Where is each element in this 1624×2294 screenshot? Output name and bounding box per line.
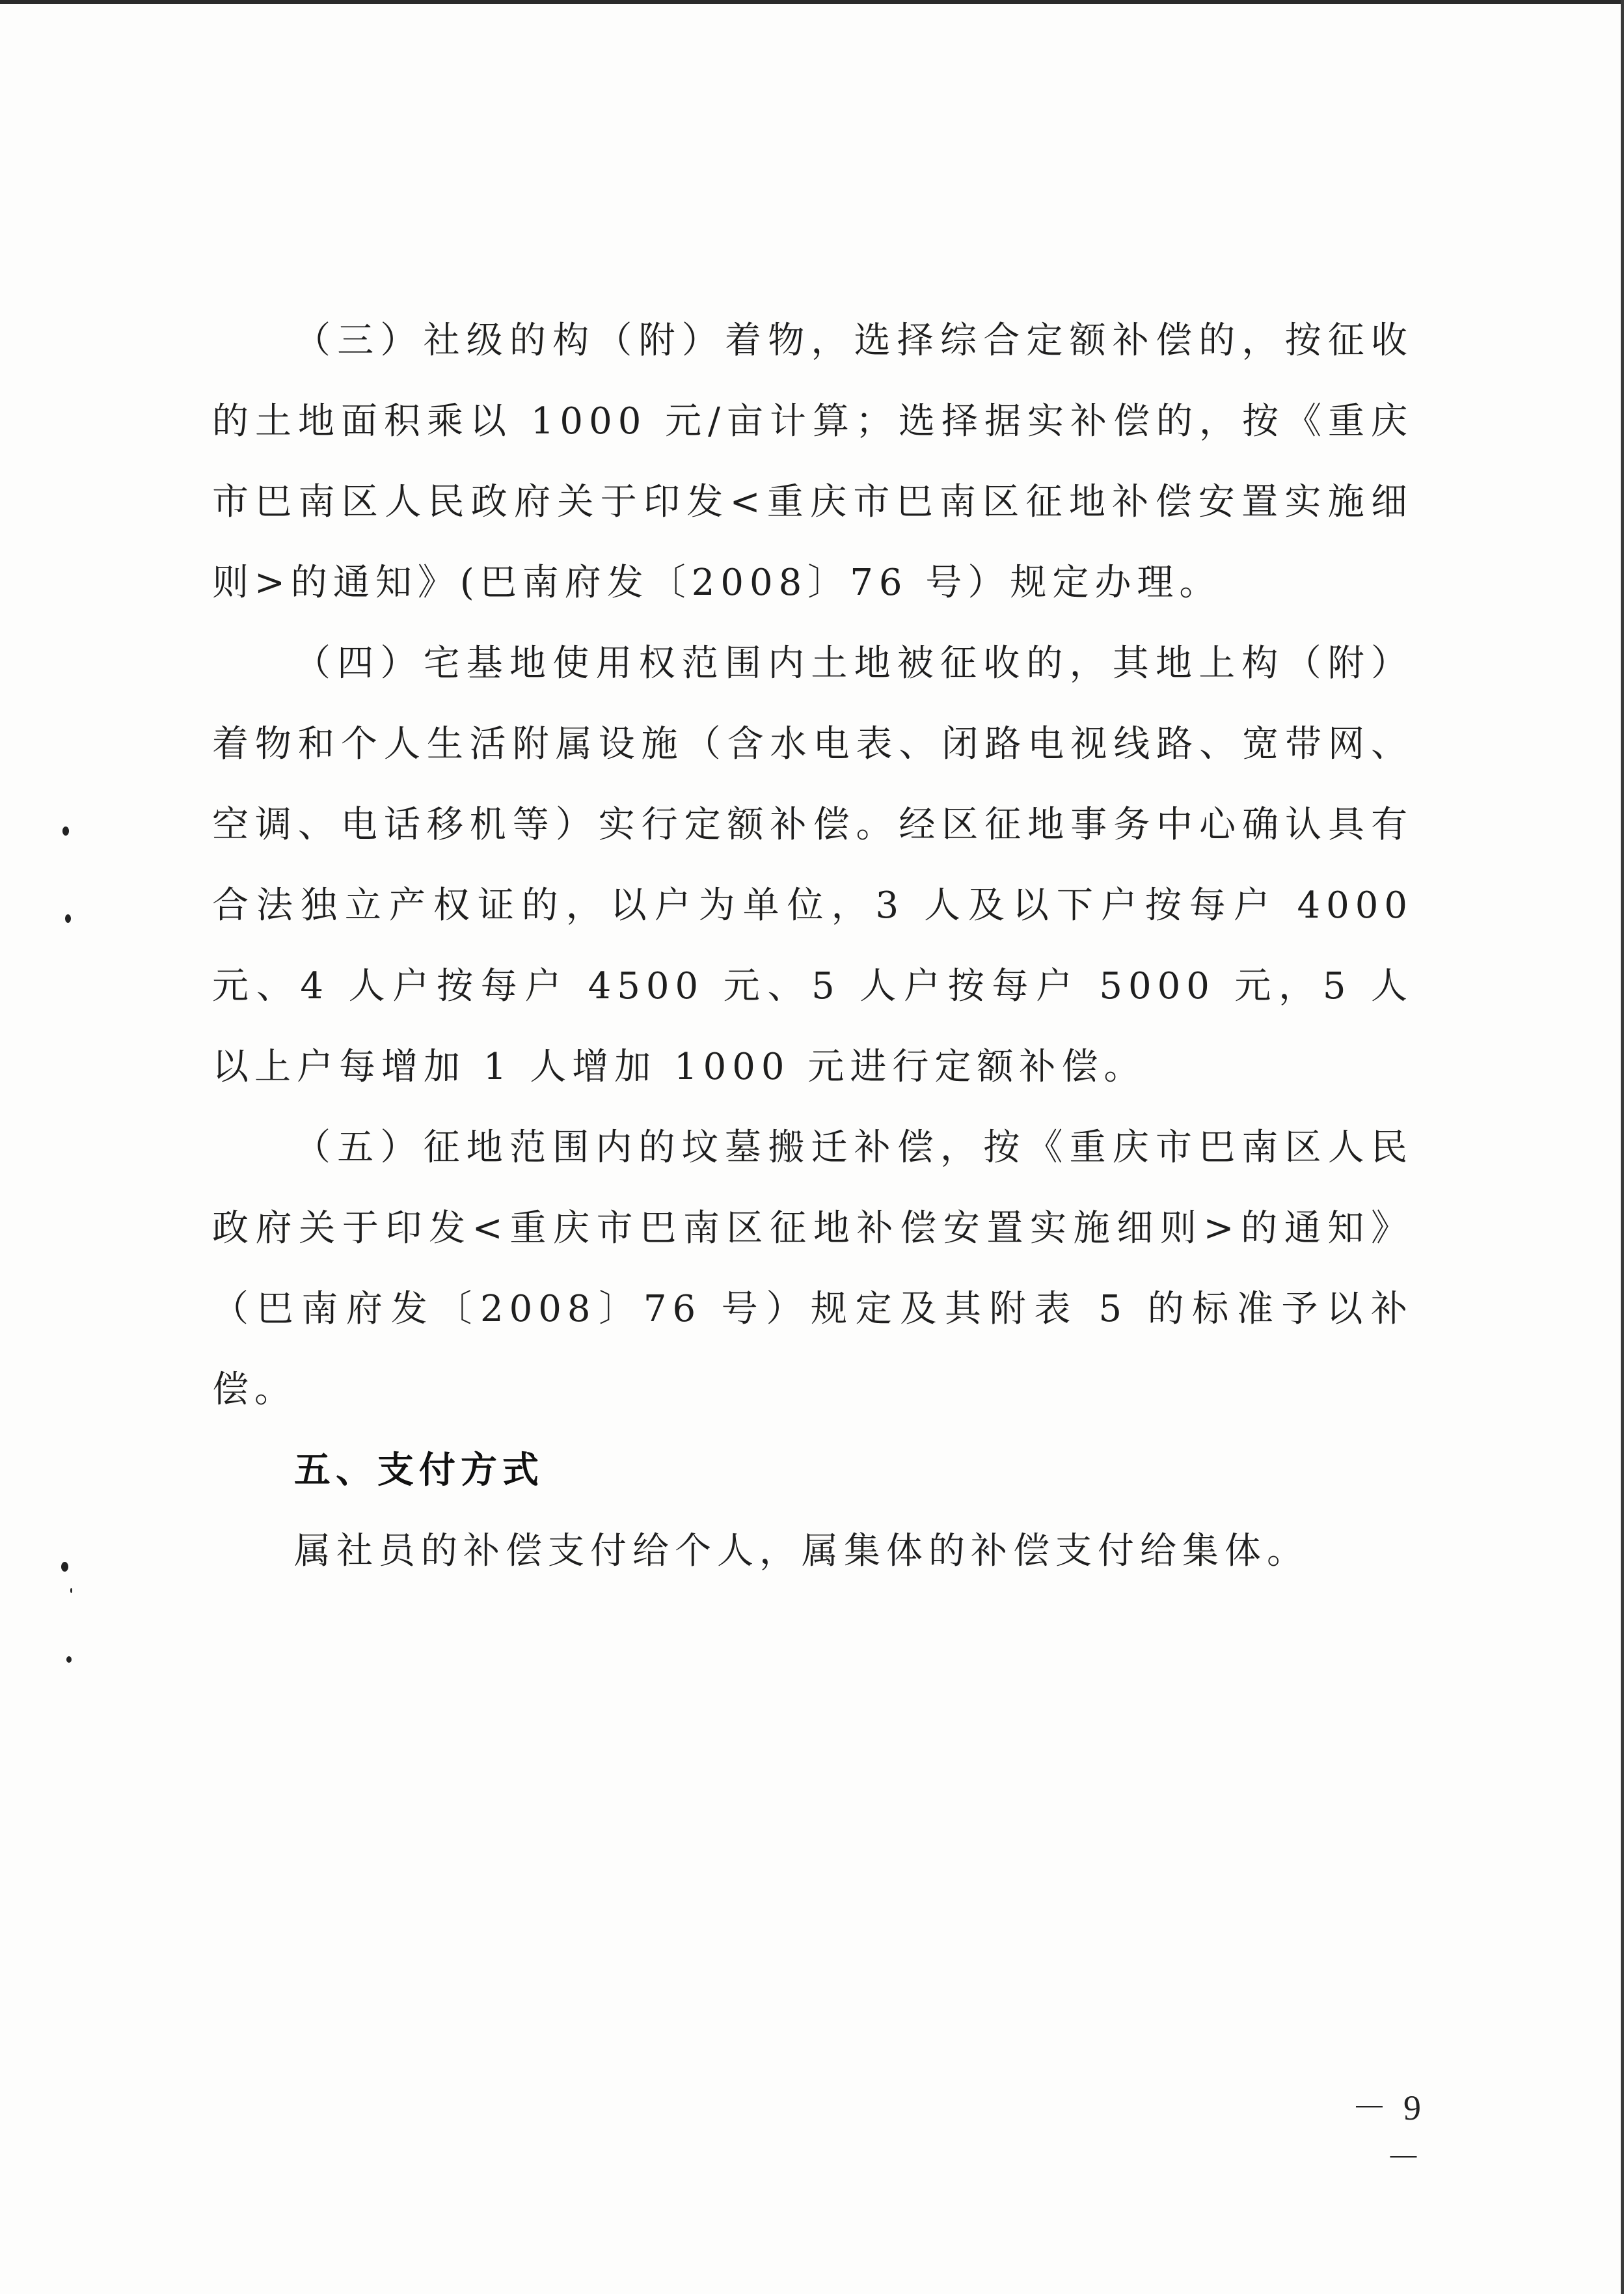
- paragraph-5: （五）征地范围内的坟墓搬迁补偿，按《重庆市巴南区人民政府关于印发<重庆市巴南区征地补偿安置实施细则>的通知》（巴南府发〔2008〕76 号）规定及其附表 5 的标准予以补偿。: [212, 1127, 1413, 1411]
- page-number: － 9 －: [1351, 2088, 1425, 2178]
- binding-mark: [62, 826, 69, 836]
- section-heading: 五、支付方式: [294, 1449, 544, 1492]
- document-body: [212, 301, 1413, 1592]
- paragraph-4: （四）宅基地使用权范围内土地被征收的，其地上构（附）着物和个人生活附属设施（含水电表、闭路电视线路、宽带网、空调、电话移机等）实行定额补偿。经区征地事务中心确认具有合法独立产权证的，以户为单位，3 人及以下户按每户 4000 元、4 人户按每户 4500 元、5 人户按每户 5000 元，5 人以上户每增加 1 人增加 1000 元进行定额补偿。: [212, 642, 1413, 1088]
- binding-mark: [65, 914, 71, 923]
- binding-mark: [61, 1562, 68, 1572]
- paragraph-3: （三）社级的构（附）着物，选择综合定额补偿的，按征收的土地面积乘以 1000 元/亩计算；选择据实补偿的，按《重庆市巴南区人民政府关于印发<重庆市巴南区征地补偿安置实施细则>的通知》(巴南府发〔2008〕76 号）规定办理。: [212, 320, 1413, 604]
- closing-paragraph: 属社员的补偿支付给个人，属集体的补偿支付给集体。: [294, 1530, 1309, 1572]
- binding-mark: [70, 1588, 72, 1593]
- binding-mark: [66, 1656, 72, 1663]
- scan-edge-top: [0, 0, 1624, 4]
- scan-edge-right: [1621, 0, 1624, 2294]
